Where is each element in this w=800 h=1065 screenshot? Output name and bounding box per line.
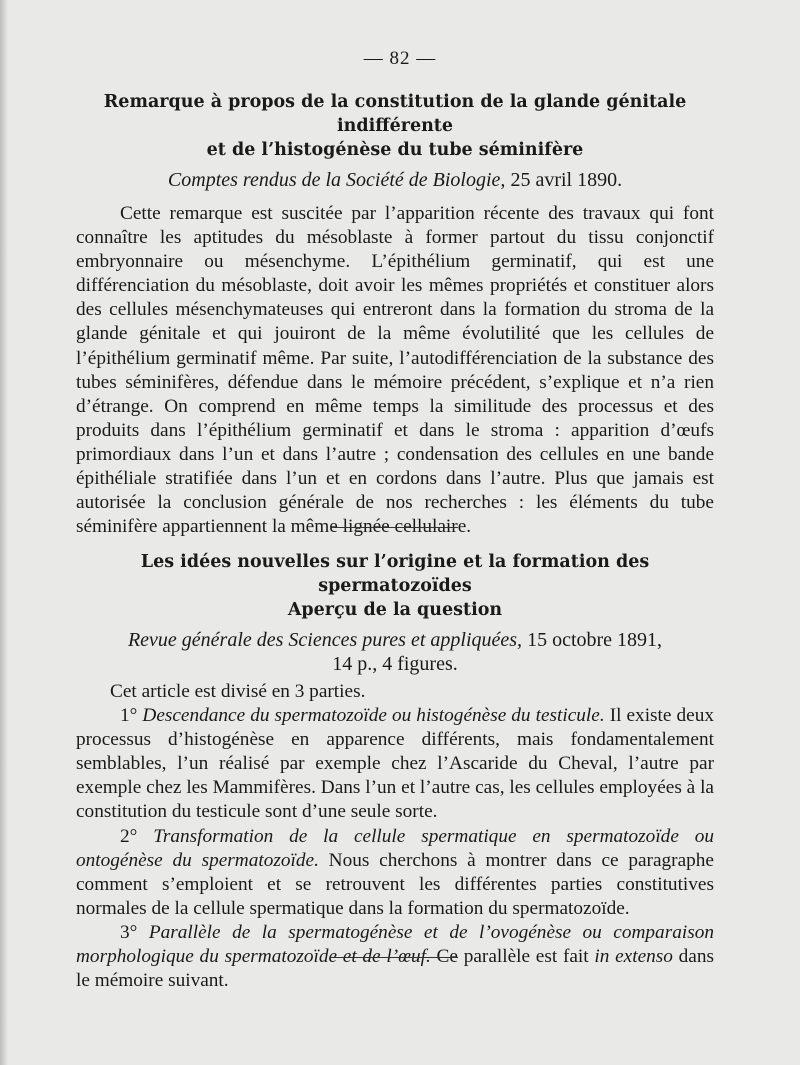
item-2-text: Nous cherchons à montrer dans ce paragraphe comment s’emploient et se retrouvent les différentes parties constitutives normales de la cellule spermatique dans la formation du spermatozoïde. <box>76 849 714 919</box>
section-1-title-line-1: Remarque à propos de la constitution de la glande génitale indifférente <box>103 92 687 136</box>
section-2-title-line-1: Les idées nouvelles sur l’origine et la formation des spermatozoïdes <box>140 552 650 596</box>
list-item <box>76 704 714 824</box>
section-1-title-line-2: et de l’histogénèse du tube séminifère <box>206 140 584 160</box>
item-1-text: Il existe deux processus d’histogénèse en apparence différents, mais fondamentalement semblables, l’un réalisé par exemple chez l’Ascaride du Cheval, l’autre par exemple chez les Mammifères. Dans l’un et l’autre cas, les cellules employées à la constitution du testicule sont d’une seule sorte. <box>76 705 714 823</box>
section-2-source-pages: 14 p., 4 figures. <box>332 653 458 675</box>
section-2-source-date: 15 octobre 1891, <box>522 629 663 651</box>
item-3-title: Parallèle de la spermatogénèse et de l’ovogénèse ou comparaison morphologique du spermatozoïde et de l’œuf. <box>76 921 714 968</box>
item-3-text-before: Ce parallèle est fait <box>430 946 595 968</box>
section-1-source-journal: Comptes rendus de la Société de Biologie, <box>167 169 506 191</box>
section-1-paragraph: Cette remarque est suscitée par l’apparition récente des travaux qui font connaître les aptitudes du mésoblaste à former partout du tissu conjonctif embryonnaire ou mésenchyme. L’épithélium germinatif, qui est une différenciation du mésoblaste, doit avoir les mêmes propriétés et constituer alors des cellules mésenchymateuses qui entreront dans la formation du stroma de la glande génitale et qui jouiront de la même évolutilité que les cellules de l’épithélium germinatif même. Par suite, l’autodifférenciation de la substance des tubes séminifères, défendue dans le mémoire précédent, s’explique et n’a rien d’étrange. On comprend en même temps la similitude des processus et des produits dans l’épithélium germinatif et dans le stroma : apparition d’œufs primordiaux dans l’un et dans l’autre ; condensation des cellules en une bande épithéliale stratifiée dans l’un et en cordons dans l’autre. Plus que jamais est autorisée la conclusion générale de nos recherches : les éléments du tube séminifère appartiennent la même lignée cellulaire. <box>76 203 714 538</box>
section-1-source <box>76 168 714 192</box>
section-divider <box>330 527 458 528</box>
section-remarque <box>76 90 714 539</box>
item-3-text-after: dans le mémoire suivant. <box>76 946 714 992</box>
section-2-source <box>76 628 714 652</box>
section-2-source-journal: Revue générale des Sciences pures et appliquées, <box>127 629 523 651</box>
list-item <box>76 825 714 921</box>
section-idees-nouvelles <box>76 550 714 993</box>
page-number: — 82 — <box>363 48 437 69</box>
item-2-title: Transformation de la cellule spermatique en spermatozoïde ou ontogénèse du spermatozoïde. <box>76 825 714 871</box>
item-3-text-italic: in extenso <box>594 946 673 968</box>
section-2-intro: Cet article est divisé en 3 parties. <box>110 681 366 702</box>
item-3-number: 3° <box>120 921 138 943</box>
section-2-title-line-2: Aperçu de la question <box>287 600 503 620</box>
section-1-source-date: 25 avril 1890. <box>505 169 623 191</box>
end-divider <box>330 957 458 958</box>
item-1-number: 1° <box>120 705 138 727</box>
item-1-title: Descendance du spermatozoïde ou histogénèse du testicule. <box>142 705 605 727</box>
item-2-number: 2° <box>120 825 138 847</box>
